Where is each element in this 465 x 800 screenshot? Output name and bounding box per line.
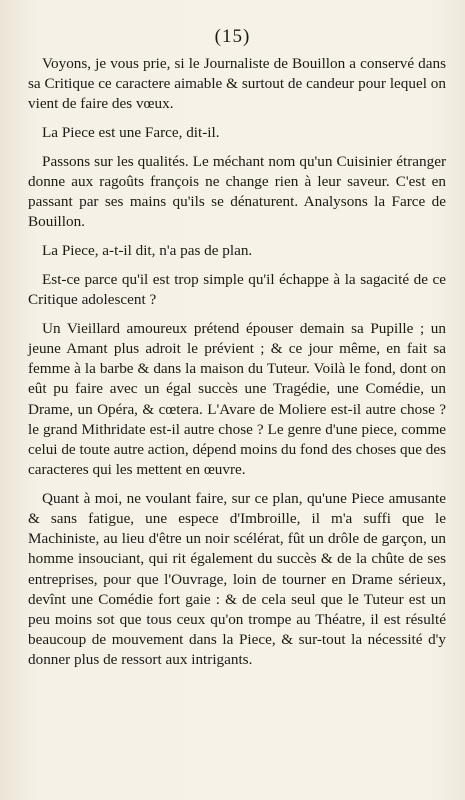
paragraph-1: Voyons, je vous prie, si le Journaliste de Bouillon a conservé dans sa Critique ce caractere aimable & surtout de candeur pour lequel on vient de faire des vœux. xyxy=(28,55,446,113)
page-body xyxy=(28,54,446,679)
paragraph-7: Quant à moi, ne voulant faire, sur ce plan, qu'une Piece amusante & sans fatigue, une espece d'Imbroille, il m'a suffi que le Machiniste, au lieu d'être un noir scélérat, fût un drôle de garçon, un homme insouciant, qui rit également du succès & de la chûte de ses entreprises, pour que l'Ouvrage, loin de tourner en Drame sérieux, devînt une Comédie fort gaie : & de cela seul que le Tuteur est un peu moins sot que tous ceux qu'on trompe au Théatre, il est résulté beaucoup de mouvement dans la Piece, & sur-tout la nécessité d'y donner plus de ressort aux intrigants. xyxy=(28,489,446,669)
paragraph-5: Est-ce parce qu'il est trop simple qu'il échappe à la sagacité de ce Critique adolescent ? xyxy=(28,270,446,309)
paragraph-3: Passons sur les qualités. Le méchant nom qu'un Cuisinier étranger donne aux ragoûts françois ne change rien à leur saveur. C'est en passant par ses mains qu'ils se dénaturent. Analysons la Farce de Bouillon. xyxy=(28,152,446,231)
paragraph-4: La Piece, a-t-il dit, n'a pas de plan. xyxy=(42,242,253,260)
paragraph-6: Un Vieillard amoureux prétend épouser demain sa Pupille ; un jeune Amant plus adroit le prévient ; & ce jour même, en fait sa femme à la barbe & dans la maison du Tuteur. Voilà le fond, dont on eût pu faire avec un égal succès une Tragédie, une Comédie, un Drame, un Opéra, & cœtera. L'Avare de Moliere est-il autre chose ? le grand Mithridate est-il autre chose ? Le genre d'une piece, comme celui de toute autre action, dépend moins du fond des choses que des caracteres qui les mettent en œuvre. xyxy=(28,319,446,479)
paragraph-2: La Piece est une Farce, dit-il. xyxy=(42,124,220,142)
page-number: (15) xyxy=(214,26,251,47)
